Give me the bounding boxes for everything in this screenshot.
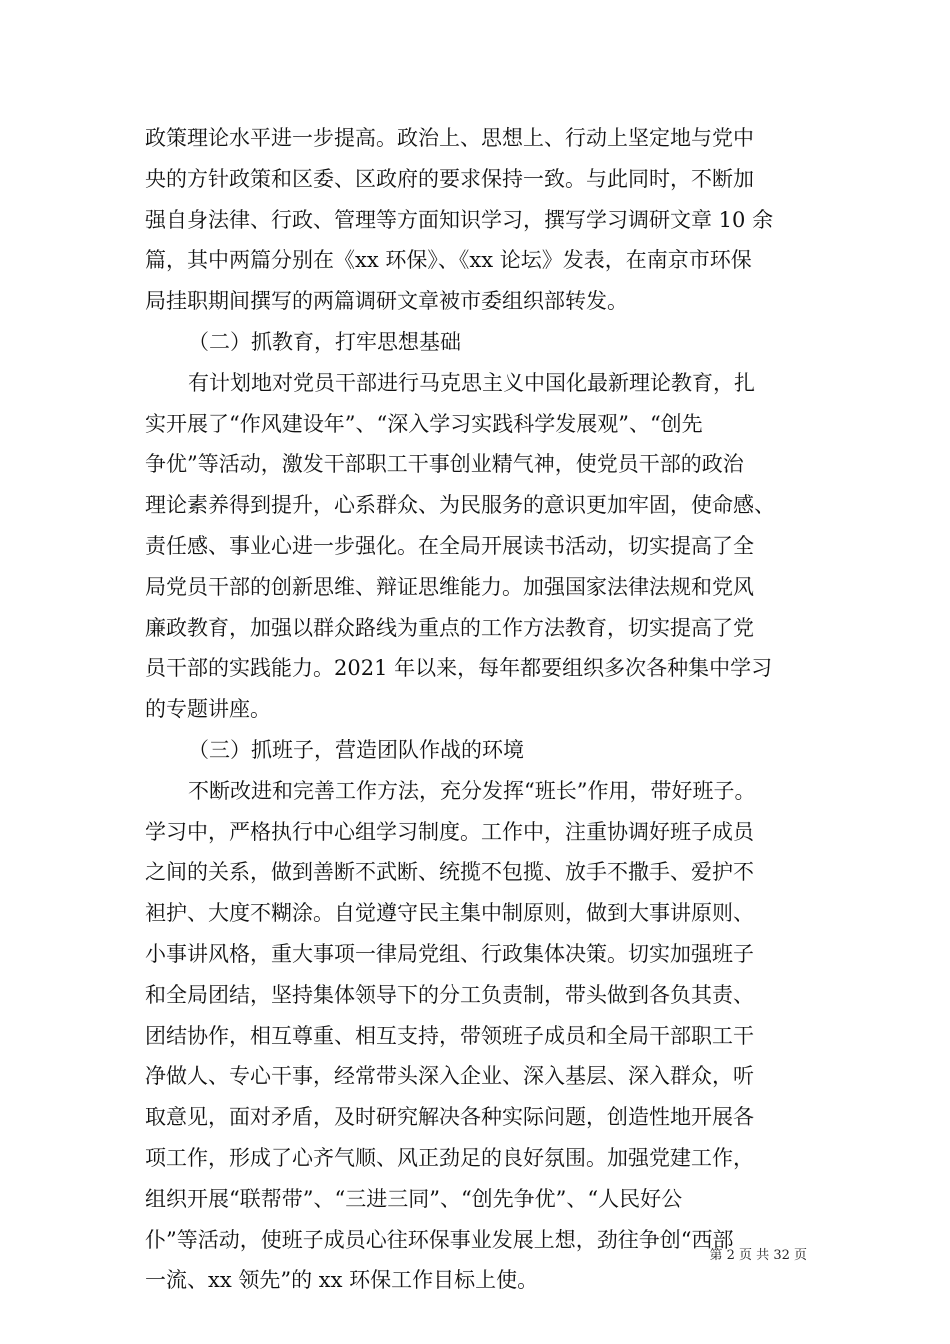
text-line: 之间的关系，做到善断不武断、统揽不包揽、放手不撒手、爱护不 [145,860,754,885]
text-line: 的专题讲座。 [145,697,271,722]
text-line: 袒护、大度不糊涂。自觉遵守民主集中制原则，做到大事讲原则、 [145,901,754,926]
text-line: 政策理论水平进一步提高。政治上、思想上、行动上坚定地与党中 [145,126,754,150]
text-line: 取意见，面对矛盾，及时研究解决各种实际问题，创造性地开展各 [145,1105,754,1130]
text-line: 组织开展“联帮带”、“三进三同”、“创先争优”、“人民好公 [145,1186,683,1211]
text-line: 员干部的实践能力。2021 年以来，每年都要组织多次各种集中学习 [145,656,773,681]
text-line: 一流、xx 领先”的 xx 环保工作目标上使。 [145,1268,539,1293]
text-line: 实开展了“作风建设年”、“深入学习实践科学发展观”、“创先 [145,411,703,436]
text-line: 强自身法律、行政、管理等方面知识学习，撰写学习调研文章 10 余 [145,207,774,232]
text-line: 理论素养得到提升，心系群众、为民服务的意识更加牢固，使命感、 [145,493,775,518]
page-number: 第 2 页 共 32 页 [709,1248,807,1263]
text-line: 局挂职期间撰写的两篇调研文章被市委组织部转发。 [145,289,628,314]
text-line: 责任感、事业心进一步强化。在全局开展读书活动，切实提高了全 [145,533,754,558]
text-line: 争优”等活动，激发干部职工干事创业精气神，使党员干部的政治 [145,452,744,477]
text-line: 净做人、专心干事，经常带头深入企业、深入基层、深入群众，听 [145,1064,754,1089]
text-line: 局党员干部的创新思维、辩证思维能力。加强国家法律法规和党风 [145,574,754,599]
text-line: 央的方针政策和区委、区政府的要求保持一致。与此同时，不断加 [145,166,754,191]
text-line: 项工作，形成了心齐气顺、风正劲足的良好氛围。加强党建工作， [145,1145,754,1170]
text-line: 和全局团结，坚持集体领导下的分工负责制，带头做到各负其责、 [145,982,754,1007]
text-line: （二）抓教育，打牢思想基础 [188,329,461,354]
document-body [145,118,810,1301]
text-line: 不断改进和完善工作方法，充分发挥“班长”作用，带好班子。 [188,778,756,803]
text-line: （三）抓班子，营造团队作战的环境 [188,737,524,762]
text-line: 团结协作，相互尊重、相互支持，带领班子成员和全局干部职工干 [145,1023,754,1048]
text-line: 廉政教育，加强以群众路线为重点的工作方法教育，切实提高了党 [145,615,754,640]
text-line: 篇，其中两篇分别在《xx 环保》、《xx 论坛》发表，在南京市环保 [145,248,752,273]
text-line: 学习中，严格执行中心组学习制度。工作中，注重协调好班子成员 [145,819,754,844]
text-line: 仆”等活动，使班子成员心往环保事业发展上想，劲往争创“西部 [145,1227,734,1252]
text-line: 小事讲风格，重大事项一律局党组、行政集体决策。切实加强班子 [145,941,754,966]
text-line: 有计划地对党员干部进行马克思主义中国化最新理论教育，扎 [188,370,755,395]
